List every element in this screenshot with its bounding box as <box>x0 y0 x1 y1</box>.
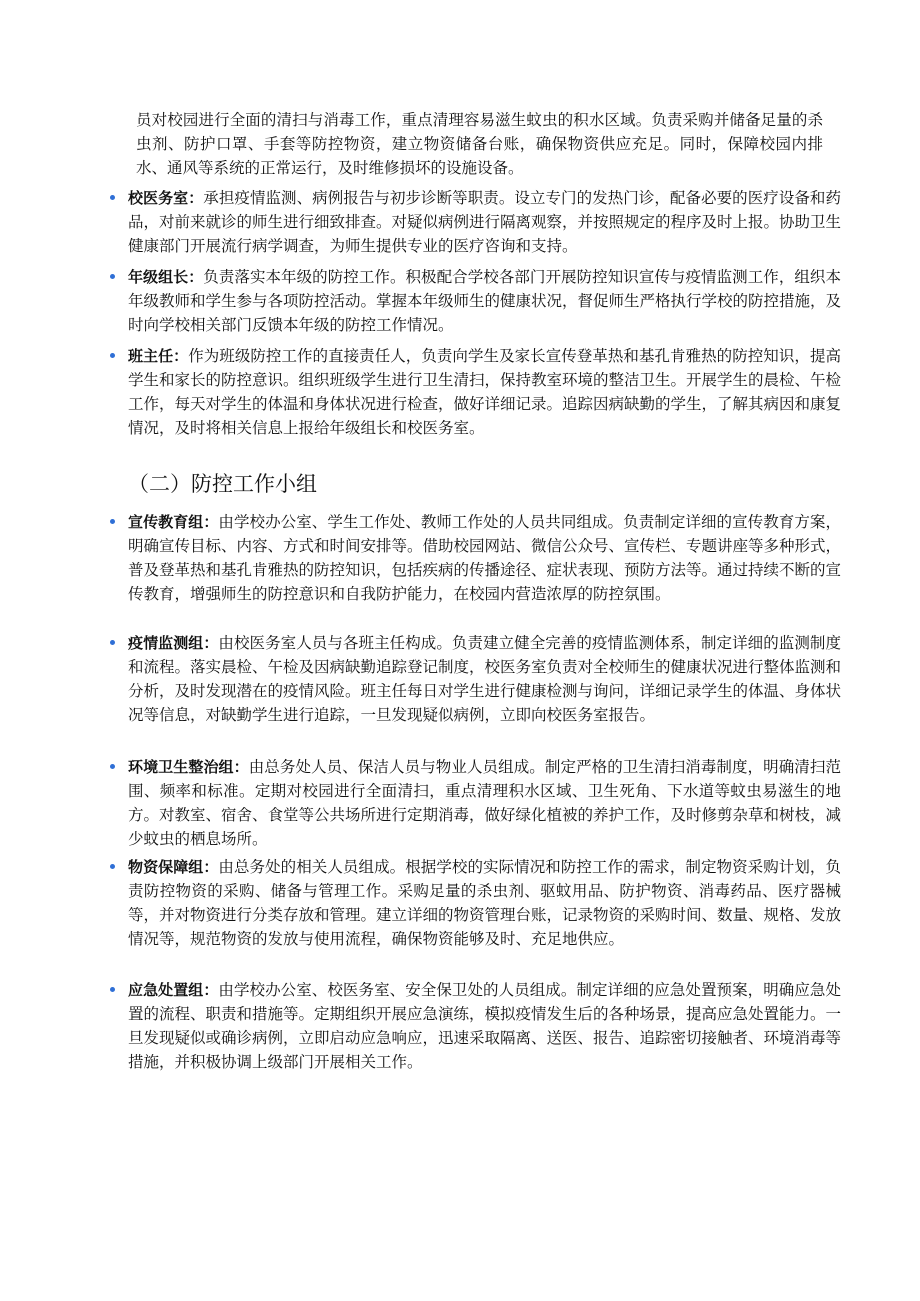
group-term: 环境卫生整治组： <box>128 758 249 776</box>
group-item-monitoring <box>110 631 841 727</box>
bullet-icon <box>110 640 115 645</box>
section-heading: （二）防控工作小组 <box>128 472 317 496</box>
bullet-icon <box>110 764 115 769</box>
group-text: 由校医务室人员与各班主任构成。负责建立健全完善的疫情监测体系，制定详细的监测制度和流程。落实晨检、午检及因病缺勤追踪登记制度，校医务室负责对全校师生的健康状况进行整体监测和分析，及时发现潜在的疫情风险。班主任每日对学生进行健康检测与询问，详细记录学生的体温、身体状况等信息，对缺勤学生进行追踪，一旦发现疑似病例，立即向校医务室报告。 <box>128 634 842 724</box>
group-text: 由学校办公室、校医务室、安全保卫处的人员组成。制定详细的应急处置预案，明确应急处置的流程、职责和措施等。定期组织开展应急演练，模拟疫情发生后的各种场景，提高应急处置能力。一旦发现疑似或确诊病例，立即启动应急响应，迅速采取隔离、送医、报告、追踪密切接触者、环境消毒等措施，并积极协调上级部门开展相关工作。 <box>128 981 842 1071</box>
group-term: 疫情监测组： <box>128 634 219 652</box>
group-text: 由学校办公室、学生工作处、教师工作处的人员共同组成。负责制定详细的宣传教育方案，明确宣传目标、内容、方式和时间安排等。借助校园网站、微信公众号、宣传栏、专题讲座等多种形式，普及登革热和基孔肯雅热的防控知识，包括疾病的传播途径、症状表现、预防方法等。通过持续不断的宣传教育，增强师生的防控意识和自我防护能力，在校园内营造浓厚的防控氛围。 <box>128 513 842 603</box>
continued-paragraph: 员对校园进行全面的清扫与消毒工作，重点清理容易滋生蚊虫的积水区域。负责采购并储备足量的杀虫剂、防护口罩、手套等防控物资，建立物资储备台账，确保物资供应充足。同时，保障校园内排水、通风等系统的正常运行，及时维修损坏的设施设备。 <box>136 111 823 177</box>
bullet-icon <box>110 987 115 992</box>
role-text: 承担疫情监测、病例报告与初步诊断等职责。设立专门的发热门诊，配备必要的医疗设备和药品，对前来就诊的师生进行细致排查。对疑似病例进行隔离观察，并按照规定的程序及时上报。协助卫生健康部门开展流行病学调查，为师生提供专业的医疗咨询和支持。 <box>128 189 842 255</box>
group-item-supplies <box>110 855 841 951</box>
role-text: 负责落实本年级的防控工作。积极配合学校各部门开展防控知识宣传与疫情监测工作，组织本年级教师和学生参与各项防控活动。掌握本年级师生的健康状况，督促师生严格执行学校的防控措施，及时向学校相关部门反馈本年级的防控工作情况。 <box>128 268 842 334</box>
group-term: 物资保障组： <box>128 858 219 876</box>
role-term: 班主任： <box>128 347 189 365</box>
role-item-grade-leader <box>110 265 841 337</box>
bullet-icon <box>110 195 115 200</box>
group-item-environment <box>110 755 841 851</box>
group-term: 应急处置组： <box>128 981 219 999</box>
role-item-head-teacher <box>110 344 841 440</box>
group-text: 由总务处人员、保洁人员与物业人员组成。制定严格的卫生清扫消毒制度，明确清扫范围、频率和标准。定期对校园进行全面清扫，重点清理积水区域、卫生死角、下水道等蚊虫易滋生的地方。对教室、宿舍、食堂等公共场所进行定期消毒，做好绿化植被的养护工作，及时修剪杂草和树枝，减少蚊虫的栖息场所。 <box>128 758 842 848</box>
role-text: 作为班级防控工作的直接责任人，负责向学生及家长宣传登革热和基孔肯雅热的防控知识，提高学生和家长的防控意识。组织班级学生进行卫生清扫，保持教室环境的整洁卫生。开展学生的晨检、午检工作，每天对学生的体温和身体状况进行检查，做好详细记录。追踪因病缺勤的学生，了解其病因和康复情况，及时将相关信息上报给年级组长和校医务室。 <box>128 347 842 437</box>
role-term: 校医务室： <box>128 189 204 207</box>
group-item-emergency <box>110 978 841 1074</box>
bullet-icon <box>110 274 115 279</box>
group-term: 宣传教育组： <box>128 513 219 531</box>
bullet-icon <box>110 864 115 869</box>
role-term: 年级组长： <box>128 268 204 286</box>
group-text: 由总务处的相关人员组成。根据学校的实际情况和防控工作的需求，制定物资采购计划，负责防控物资的采购、储备与管理工作。采购足量的杀虫剂、驱蚊用品、防护物资、消毒药品、医疗器械等，并对物资进行分类存放和管理。建立详细的物资管理台账，记录物资的采购时间、数量、规格、发放情况等，规范物资的发放与使用流程，确保物资能够及时、充足地供应。 <box>128 858 842 948</box>
group-item-publicity <box>110 510 841 606</box>
role-item-clinic <box>110 186 841 258</box>
bullet-icon <box>110 519 115 524</box>
bullet-icon <box>110 353 115 358</box>
